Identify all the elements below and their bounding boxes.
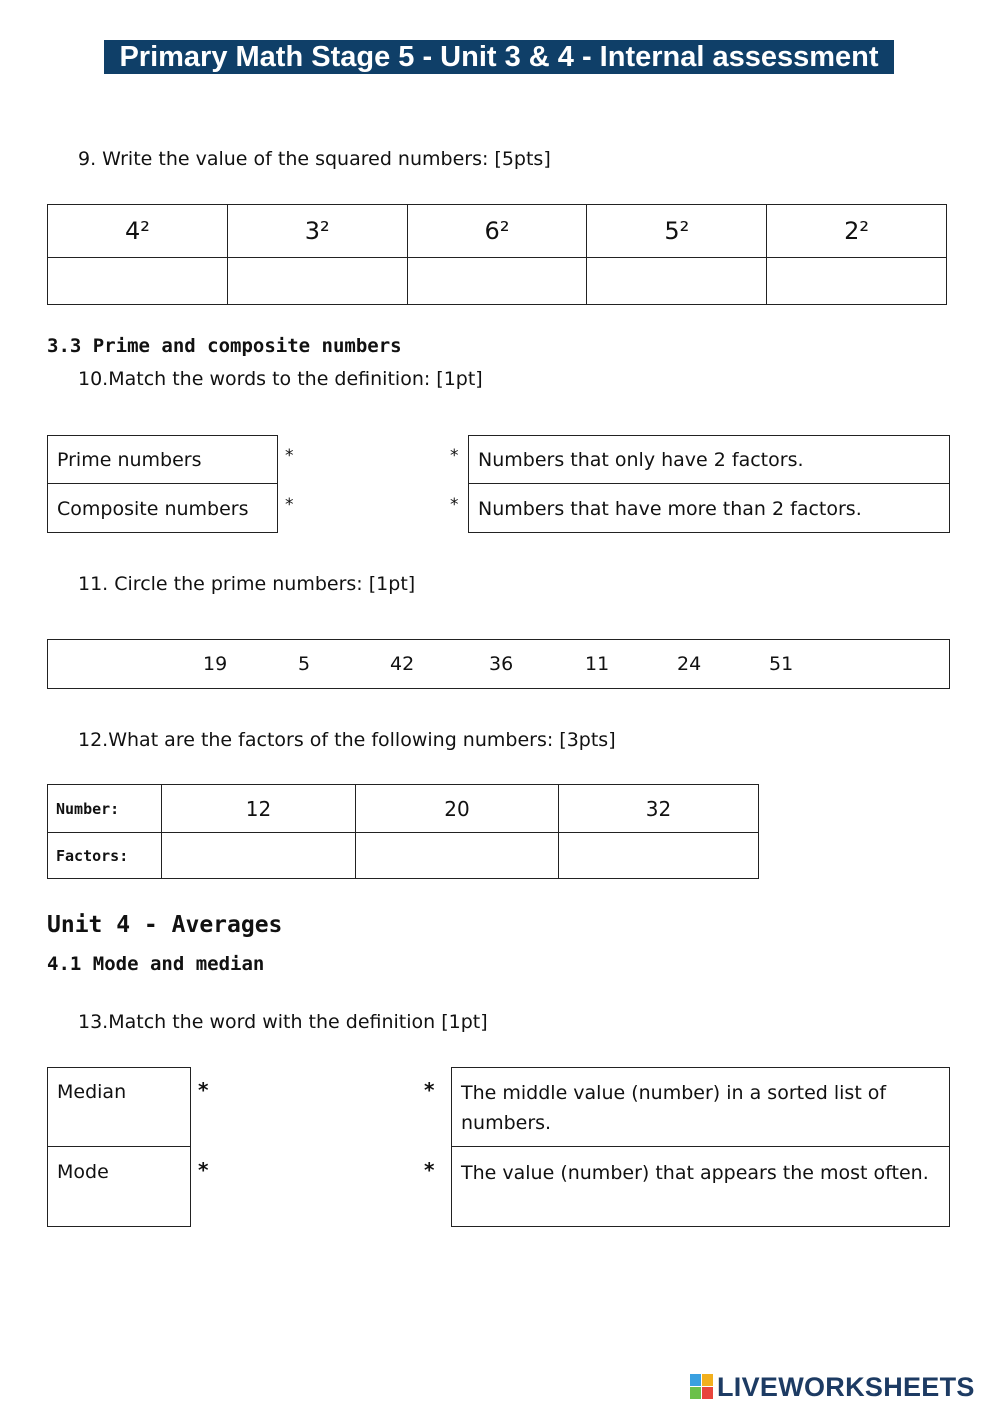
answer-cell[interactable] [587, 258, 767, 305]
answer-cell[interactable] [559, 833, 759, 879]
q10-definition: Numbers that have more than 2 factors. [478, 498, 862, 520]
factor-number: 12 [162, 785, 356, 833]
factors-table [47, 784, 759, 879]
answer-cell[interactable] [407, 258, 587, 305]
number-option[interactable]: 36 [489, 653, 514, 675]
answer-cell[interactable] [227, 258, 407, 305]
q10-word: Composite numbers [57, 498, 249, 520]
squared-numbers-table [47, 204, 947, 305]
squared-header: 6² [407, 205, 587, 258]
question-9-prompt: 9. Write the value of the squared numbers: [5pts] [78, 148, 551, 170]
divider [47, 483, 278, 485]
match-dot[interactable]: * [424, 1078, 435, 1102]
squared-header: 3² [227, 205, 407, 258]
q13-definition: The value (number) that appears the most often. [461, 1162, 929, 1184]
answer-cell[interactable] [48, 258, 228, 305]
unit-heading: Unit 4 - Averages [47, 912, 283, 938]
q13-word: Mode [57, 1161, 109, 1183]
match-dot[interactable]: * [424, 1158, 435, 1182]
question-13-prompt: 13.Match the word with the definition [1pt] [78, 1011, 488, 1033]
match-dot[interactable]: * [198, 1158, 209, 1182]
number-row-label: Number: [48, 785, 162, 833]
squared-header: 2² [767, 205, 947, 258]
logo-text: LIVEWORKSHEETS [717, 1371, 975, 1402]
factor-number: 20 [356, 785, 559, 833]
answer-cell[interactable] [356, 833, 559, 879]
section-heading-4-1: 4.1 Mode and median [47, 953, 265, 975]
match-dot[interactable]: * [285, 495, 294, 515]
number-option[interactable]: 24 [677, 653, 702, 675]
factor-number: 32 [559, 785, 759, 833]
match-dot[interactable]: * [198, 1078, 209, 1102]
match-dot[interactable]: * [450, 495, 459, 515]
question-12-prompt: 12.What are the factors of the following numbers: [3pts] [78, 729, 616, 751]
question-11-prompt: 11. Circle the prime numbers: [1pt] [78, 573, 416, 595]
squared-header: 5² [587, 205, 767, 258]
q13-word: Median [57, 1081, 127, 1103]
number-option[interactable]: 5 [298, 653, 311, 675]
number-option[interactable]: 42 [390, 653, 415, 675]
q10-word: Prime numbers [57, 449, 202, 471]
factors-row-label: Factors: [48, 833, 162, 879]
divider [468, 483, 950, 485]
question-10-prompt: 10.Match the words to the definition: [1pt] [78, 368, 483, 390]
divider [47, 1146, 191, 1148]
answer-cell[interactable] [767, 258, 947, 305]
divider [451, 1146, 950, 1148]
liveworksheets-logo [690, 1372, 975, 1402]
q10-definition: Numbers that only have 2 factors. [478, 449, 804, 471]
answer-cell[interactable] [162, 833, 356, 879]
logo-badge-icon [690, 1374, 714, 1400]
page-title: Primary Math Stage 5 - Unit 3 & 4 - Internal assessment [104, 40, 894, 74]
q13-definition: The middle value (number) in a sorted list of numbers. [461, 1082, 887, 1134]
number-option[interactable]: 51 [769, 653, 794, 675]
number-option[interactable]: 19 [203, 653, 228, 675]
number-option[interactable]: 11 [585, 653, 610, 675]
squared-header: 4² [48, 205, 228, 258]
section-heading-3-3: 3.3 Prime and composite numbers [47, 335, 402, 357]
match-dot[interactable]: * [450, 446, 459, 466]
match-dot[interactable]: * [285, 446, 294, 466]
